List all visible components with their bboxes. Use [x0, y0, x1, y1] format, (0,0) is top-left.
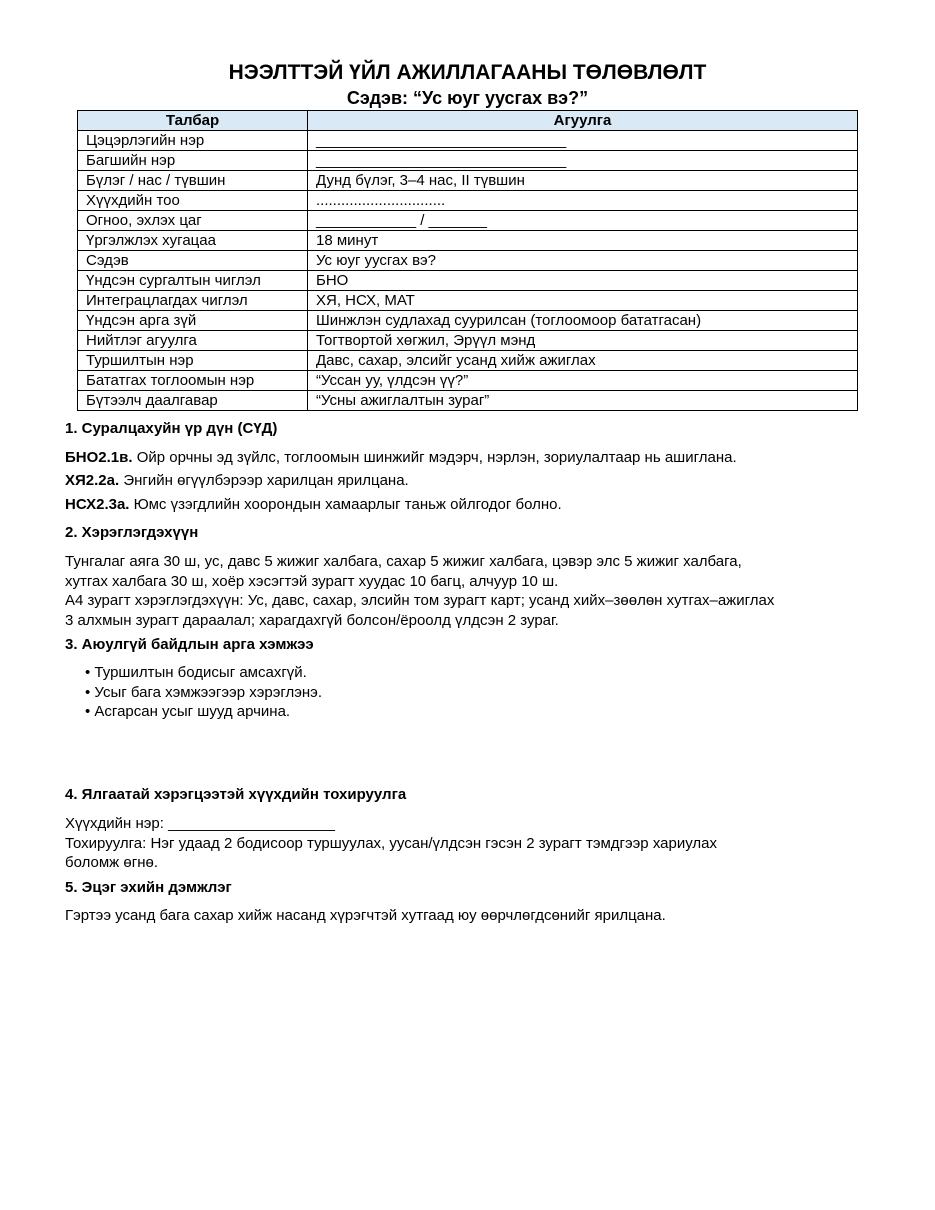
section-5-heading: 5. Эцэг эхийн дэмжлэг — [65, 879, 232, 896]
row-field: Цэцэрлэгийн нэр — [78, 131, 308, 151]
materials-line: А4 зурагт хэрэглэгдэхүүн: Ус, давс, сахар, элсийн том зурагт карт; усанд хийх–зөөлөн хутгах–ажиглах — [65, 592, 775, 609]
adaptation-text — [65, 814, 875, 873]
document-title: НЭЭЛТТЭЙ ҮЙЛ АЖИЛЛАГААНЫ ТӨЛӨВЛӨЛТ — [228, 61, 707, 84]
outcome-text: Энгийн өгүүлбэрээр харилцан ярилцана. — [119, 472, 409, 489]
table-row — [78, 211, 858, 231]
row-field: Сэдэв — [78, 251, 308, 271]
table-row — [78, 191, 858, 211]
row-value: Шинжлэн судлахад суурилсан (тоглоомоор бататгасан) — [308, 311, 858, 331]
row-field: Туршилтын нэр — [78, 351, 308, 371]
row-value: “Уссан уу, үлдсэн үү?” — [308, 371, 858, 391]
row-value: “Усны ажиглалтын зураг” — [308, 391, 858, 411]
table-row — [78, 131, 858, 151]
section-1-heading: 1. Суралцахуйн үр дүн (СҮД) — [65, 420, 278, 437]
table-row — [78, 291, 858, 311]
row-value: ______________________________ — [308, 131, 858, 151]
list-item: • Асгарсан усыг шууд арчина. — [85, 703, 291, 720]
materials-text — [65, 552, 875, 630]
row-field: Бүтээлч даалгавар — [78, 391, 308, 411]
materials-line: 3 алхмын зурагт дараалал; харагдахгүй болсон/ёроолд үлдсэн 2 зураг. — [65, 611, 559, 629]
row-field: Бүлэг / нас / түвшин — [78, 171, 308, 191]
table-row — [78, 391, 858, 411]
outcome-code: НСХ2.3а. — [65, 496, 130, 513]
row-value: ______________________________ — [308, 151, 858, 171]
safety-list — [65, 663, 875, 722]
info-table — [77, 110, 858, 411]
parent-support-text: Гэртээ усанд бага сахар хийж насанд хүрэгчтэй хутгаад юу өөрчлөгдсөнийг ярилцана. — [65, 907, 666, 924]
row-field: Үндсэн сургалтын чиглэл — [78, 271, 308, 291]
table-header-field: Талбар — [78, 111, 308, 131]
document-subtitle: Сэдэв: “Ус юуг уусгах вэ?” — [346, 88, 589, 108]
section-4-heading: 4. Ялгаатай хэрэгцээтэй хүүхдийн тохируулга — [65, 786, 407, 803]
table-row — [78, 151, 858, 171]
learning-outcome-1 — [65, 448, 875, 468]
row-value: ХЯ, НСХ, МАТ — [308, 291, 858, 311]
learning-outcome-2 — [65, 471, 875, 491]
row-value: Давс, сахар, элсийг усанд хийж ажиглах — [308, 351, 858, 371]
row-field: Багшийн нэр — [78, 151, 308, 171]
row-value: 18 минут — [308, 231, 858, 251]
row-value: ____________ / _______ — [308, 211, 858, 231]
row-field: Огноо, эхлэх цаг — [78, 211, 308, 231]
outcome-code: ХЯ2.2а. — [65, 472, 120, 489]
row-value: ............................... — [308, 191, 858, 211]
outcome-text: Ойр орчны эд зүйлс, тоглоомын шинжийг мэдэрч, нэрлэн, зориулалтаар нь ашиглана. — [132, 449, 737, 466]
section-3-heading: 3. Аюулгүй байдлын арга хэмжээ — [65, 636, 314, 653]
materials-line: хутгах халбага 30 ш, хоёр хэсэгтэй зурагт хуудас 10 багц, алчуур 10 ш. — [65, 572, 559, 590]
table-row — [78, 171, 858, 191]
table-row — [78, 271, 858, 291]
table-row — [78, 331, 858, 351]
row-field: Хүүхдийн тоо — [78, 191, 308, 211]
adaptation-line: Тохируулга: Нэг удаад 2 бодисоор туршуулах, уусан/үлдсэн гэсэн 2 зурагт тэмдгээр хариулах — [65, 834, 717, 852]
table-body — [78, 131, 858, 411]
row-value: Тогтвортой хөгжил, Эрүүл мэнд — [308, 331, 858, 351]
list-item: • Усыг бага хэмжээгээр хэрэглэнэ. — [85, 683, 323, 701]
table-row — [78, 311, 858, 331]
table-header-row — [78, 111, 858, 131]
row-value: Дунд бүлэг, 3–4 нас, II түвшин — [308, 171, 858, 191]
row-field: Бататгах тоглоомын нэр — [78, 371, 308, 391]
row-value: Ус юуг уусгах вэ? — [308, 251, 858, 271]
learning-outcome-3 — [65, 495, 875, 515]
outcome-code: БНО2.1в. — [65, 449, 133, 466]
row-field: Нийтлэг агуулга — [78, 331, 308, 351]
outcome-text: Юмс үзэгдлийн хоорондын хамаарлыг таньж ойлгодог болно. — [129, 496, 562, 513]
section-2-heading: 2. Хэрэглэгдэхүүн — [65, 524, 199, 541]
row-value: БНО — [308, 271, 858, 291]
table-row — [78, 231, 858, 251]
table-header-content: Агуулга — [308, 111, 858, 131]
materials-line: Тунгалаг аяга 30 ш, ус, давс 5 жижиг халбага, сахар 5 жижиг халбага, цэвэр элс 5 жижиг халбага, — [65, 553, 742, 570]
list-item: • Туршилтын бодисыг амсахгүй. — [85, 664, 307, 681]
adaptation-line: боломж өгнө. — [65, 854, 158, 871]
row-field: Интеграцлагдах чиглэл — [78, 291, 308, 311]
row-field: Үндсэн арга зүй — [78, 311, 308, 331]
row-field: Үргэлжлэх хугацаа — [78, 231, 308, 251]
table-row — [78, 251, 858, 271]
table-row — [78, 371, 858, 391]
adaptation-line: Хүүхдийн нэр: ____________________ — [65, 815, 335, 832]
table-row — [78, 351, 858, 371]
